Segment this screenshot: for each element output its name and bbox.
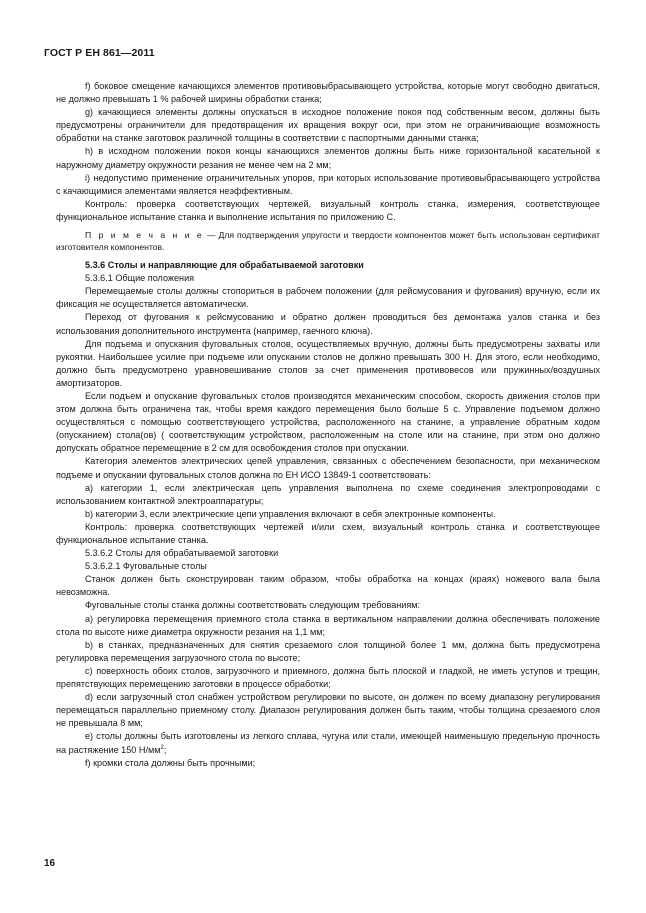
item-c-table-surface: c) поверхность обоих столов, загрузочного и приемного, должна быть плоской и гладкой, не иметь уступов и трещин, препятствующих перемещению заготовки в процессе обработки; <box>56 665 600 690</box>
paragraph-movable-tables: Перемещаемые столы должны стопориться в рабочем положении (для рейсмусования и фугования) вручную, если их фиксация не осуществляется автоматически. <box>56 286 600 310</box>
paragraph-mode-switch: Переход от фугования к рейсмусованию и обратно должен проводиться без демонтажа узлов станка и без использования дополнительного инструмента (например, гаечного ключа). <box>56 312 600 336</box>
note-label: П р и м е ч а н и е <box>85 230 204 241</box>
item-d-infeed-parallel: d) если загрузочный стол снабжен устройством регулировки по высоте, он должен по всему диапазону регулирования перемещаться параллельно приемному столу. Диапазон регулирования должен быть таким, чтобы толщина срезаемого слоя не превышала 8 мм; <box>56 692 600 729</box>
note-text: — Для подтверждения упругости и твердости компонентов может быть использован сертификат изготовителя компонентов. <box>56 230 600 253</box>
item-e-end: ; <box>163 744 167 755</box>
item-b-category-3: b) категории 3, если электрические цепи управления включают в себя электронные компоненты. <box>85 508 496 519</box>
paragraph-control-category: Категория элементов электрических цепей управления, связанных с обеспечением безопасности, при механическом подъеме и опускании фуговальных столов должна по ЕН ИСО 13849-1 соответствовать: <box>56 456 600 480</box>
control-paragraph-1: Контроль: проверка соответствующих чертежей, визуальный контроль станка, измерения, соответствующее функциональное испытание станка и выполнение испытания по приложению С. <box>56 198 600 222</box>
item-a-category-1: a) категории 1, если электрическая цепь управления выполнена по схеме соединения электропроводами с использованием контактной электроаппаратуры; <box>56 482 600 506</box>
item-f-lateral-shift: f) боковое смещение качающихся элементов противовыбрасывающего устройства, которые могут свободно двигаться, не должно превышать 1 % рабочей ширины обработки станка; <box>56 81 600 105</box>
item-i-stops: i) недопустимо применение ограничительных упоров, при которых использование противовыбрасывающего устройства с качающимися элементами является неэффективным. <box>56 172 600 196</box>
item-a-outfeed-adjustment: a) регулировка перемещения приемного стола станка в вертикальном направлении должна обеспечивать положение стола по высоте ниже диаметра окружности резания на 1,1 мм; <box>56 613 600 637</box>
item-e-text: e) столы должны быть изготовлены из легкого сплава, чугуна или стали, имеющей наименьшую предельную прочность на растяжение 150 Н/мм <box>56 731 600 755</box>
superscript-2: 2 <box>160 744 164 751</box>
paragraph-requirements: Фуговальные столы станка должны соответствовать следующим требованиям: <box>85 600 421 611</box>
note-paragraph <box>56 229 600 253</box>
section-heading-5-3-6: 5.3.6 Столы и направляющие для обрабатываемой заготовки <box>85 260 364 271</box>
subsection-5-3-6-1: 5.3.6.1 Общие положения <box>85 273 195 284</box>
subsection-5-3-6-2: 5.3.6.2 Столы для обрабатываемой заготовки <box>85 548 279 559</box>
paragraph-design: Станок должен быть сконструирован таким образом, чтобы обработка на концах (краях) ножевого вала была невозможна. <box>56 574 600 598</box>
document-header: ГОСТ Р ЕН 861—2011 <box>44 47 155 59</box>
paragraph-mechanical-lifting: Если подъем и опускание фуговальных столов производятся механическим способом, скорость движения столов при этом должна быть ограничена так, чтобы время каждого перемещения было больше 5 с. Управление подъемом должно осуществляться с помощью соответствующего устройства, расположенного на станине, а управление обратным ходом (опусканием) стола(ов) ( соответствующим устройством, расположенным на столе или на станине, при этом оно должно допускать обратное перемещение в 2 см для освобождения столов при опускании. <box>56 390 600 454</box>
item-h-rest-position: h) в исходном положении покоя концы качающихся элементов должны быть ниже горизонтальной касательной к наружному диаметру окружности резания не менее чем на 2 мм; <box>56 146 600 170</box>
item-e-table-material <box>56 730 600 756</box>
item-f-table-edges: f) кромки стола должны быть прочными; <box>85 757 256 768</box>
control-paragraph-2: Контроль: проверка соответствующих чертежей и/или схем, визуальный контроль станка и соответствующее функциональное испытание станка. <box>56 521 600 545</box>
item-b-infeed-adjustment: b) в станках, предназначенных для снятия срезаемого слоя толщиной более 1 мм, должна быть предусмотрена регулировка перемещения загрузочного стола по высоте; <box>56 639 600 663</box>
item-g-swinging-elements: g) качающиеся элементы должны опускаться в исходное положение покоя под собственным весом, должны быть предусмотрены ограничители для предотвращения их вращения вокруг оси, при этом не ограничивающие возможность обработки на станке заготовок различной толщины в соответствии с паспортными данными станка; <box>56 107 600 144</box>
document-body <box>56 80 600 770</box>
subsection-5-3-6-2-1: 5.3.6.2.1 Фуговальные столы <box>85 561 207 572</box>
page-number: 16 <box>44 858 56 869</box>
paragraph-manual-lifting: Для подъема и опускания фуговальных столов, осуществляемых вручную, должны быть предусмотрены захваты или рукоятки. Наибольшее усилие при подъеме или опускании столов не должно превышать 300 Н. Для этого, если необходимо, должно быть предусмотрено уравновешивание столов за счет применения противовесов или пружинных/воздушных амортизаторов. <box>56 338 600 388</box>
